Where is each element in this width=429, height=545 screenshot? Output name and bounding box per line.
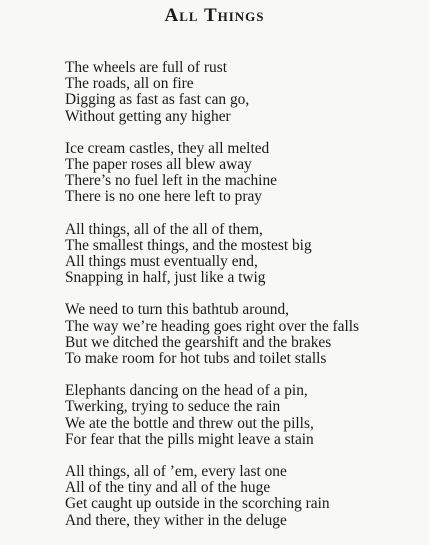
stanza xyxy=(65,222,425,287)
poem-line: There’s no fuel left in the machine xyxy=(65,172,277,190)
stanza xyxy=(65,383,425,448)
poem-body xyxy=(65,60,425,545)
poem-line: All of the tiny and all of the huge xyxy=(65,479,271,497)
poem-line: For fear that the pills might leave a stain xyxy=(65,430,314,448)
poem-line: The smallest things, and the mostest big xyxy=(65,236,312,254)
stanza xyxy=(65,60,425,125)
poem-line: But we ditched the gearshift and the brakes xyxy=(65,333,332,351)
poem-line: All things must eventually end, xyxy=(65,253,258,271)
poem-line: Snapping in half, just like a twig xyxy=(65,269,266,287)
stanza xyxy=(65,141,425,206)
poem-line: To make room for hot tubs and toilet stalls xyxy=(65,350,327,368)
poem-line: Get caught up outside in the scorching rain xyxy=(65,495,330,513)
poem-line: There is no one here left to pray xyxy=(65,188,263,206)
poem-line: Twerking, trying to seduce the rain xyxy=(65,398,281,416)
poem-line: Without getting any higher xyxy=(65,107,231,125)
stanza xyxy=(65,464,425,529)
stanza xyxy=(65,302,425,367)
poem-line: We need to turn this bathtub around, xyxy=(65,301,290,319)
poem-line: The roads, all on fire xyxy=(65,75,194,93)
poem-line: All things, all of ’em, every last one xyxy=(65,463,287,481)
poem-line: Elephants dancing on the head of a pin, xyxy=(65,382,308,400)
poem-title: All Things xyxy=(164,5,265,26)
poem-line: The wheels are full of rust xyxy=(65,59,227,76)
poem-line: We ate the bottle and threw out the pills, xyxy=(65,414,314,432)
poem-line: Digging as fast as fast can go, xyxy=(65,91,250,109)
poem-line: The way we’re heading goes right over the falls xyxy=(65,317,360,335)
poem-line: And there, they wither in the deluge xyxy=(65,511,287,529)
poem-line: Ice cream castles, they all melted xyxy=(65,139,270,157)
poem-line: All things, all of the all of them, xyxy=(65,220,263,238)
poem-line: The paper roses all blew away xyxy=(65,156,252,174)
